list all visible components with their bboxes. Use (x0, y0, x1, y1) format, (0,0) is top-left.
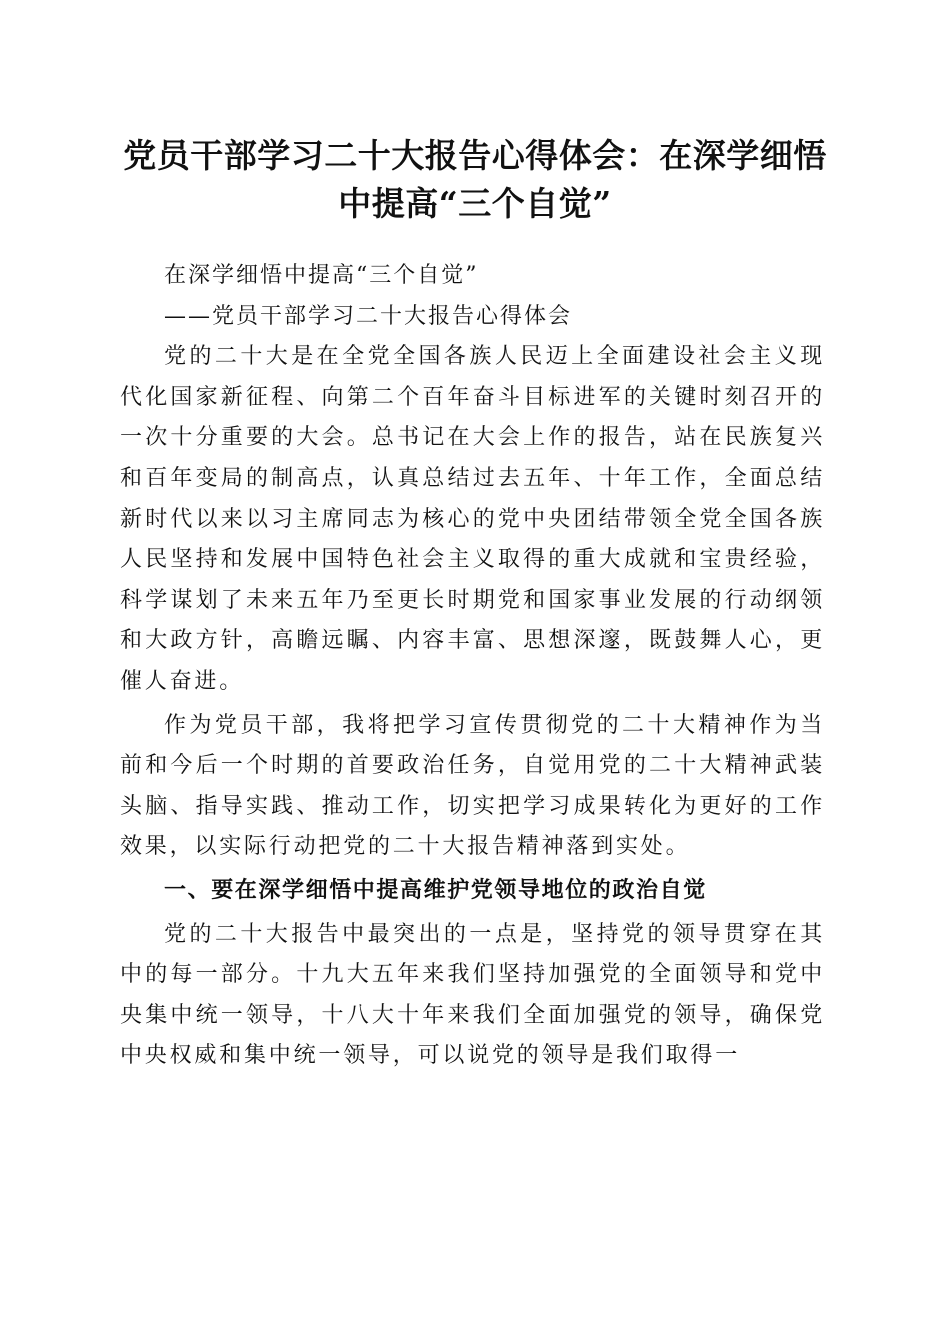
section-heading-1: 一、要在深学细悟中提高维护党领导地位的政治自觉 (164, 877, 707, 903)
section-paragraph-1: 党的二十大报告中最突出的一点是，坚持党的领导贯穿在其中的每一部分。十九大五年来我们坚持加强党的全面领导和党中央集中统一领导，十八大十年来我们全面加强党的领导，确保党中央权威和集中统一领导，可以说党的领导是我们取得一 (120, 921, 825, 1069)
body-paragraph-2: 作为党员干部，我将把学习宣传贯彻党的二十大精神作为当前和今后一个时期的首要政治任务，自觉用党的二十大精神武装头脑、指导实践、推动工作，切实把学习成果转化为更好的工作效果，以实际行动把党的二十大报告精神落到实处。 (120, 712, 825, 860)
document-body (120, 256, 825, 1077)
body-paragraph-1: 党的二十大是在全党全国各族人民迈上全面建设社会主义现代化国家新征程、向第二个百年奋斗目标进军的关键时刻召开的一次十分重要的大会。总书记在大会上作的报告，站在民族复兴和百年变局的制高点，认真总结过去五年、十年工作，全面总结新时代以来以习主席同志为核心的党中央团结带领全党全国各族人民坚持和发展中国特色社会主义取得的重大成就和宝贵经验，科学谋划了未来五年乃至更长时期党和国家事业发展的行动纲领和大政方针，高瞻远瞩、内容丰富、思想深邃，既鼓舞人心，更催人奋进。 (120, 344, 825, 694)
subtitle-line-2: ——党员干部学习二十大报告心得体会 (164, 303, 573, 329)
document-title: 党员干部学习二十大报告心得体会：在深学细悟中提高“三个自觉” (123, 136, 827, 223)
subtitle-line-1: 在深学细悟中提高“三个自觉” (164, 263, 479, 288)
